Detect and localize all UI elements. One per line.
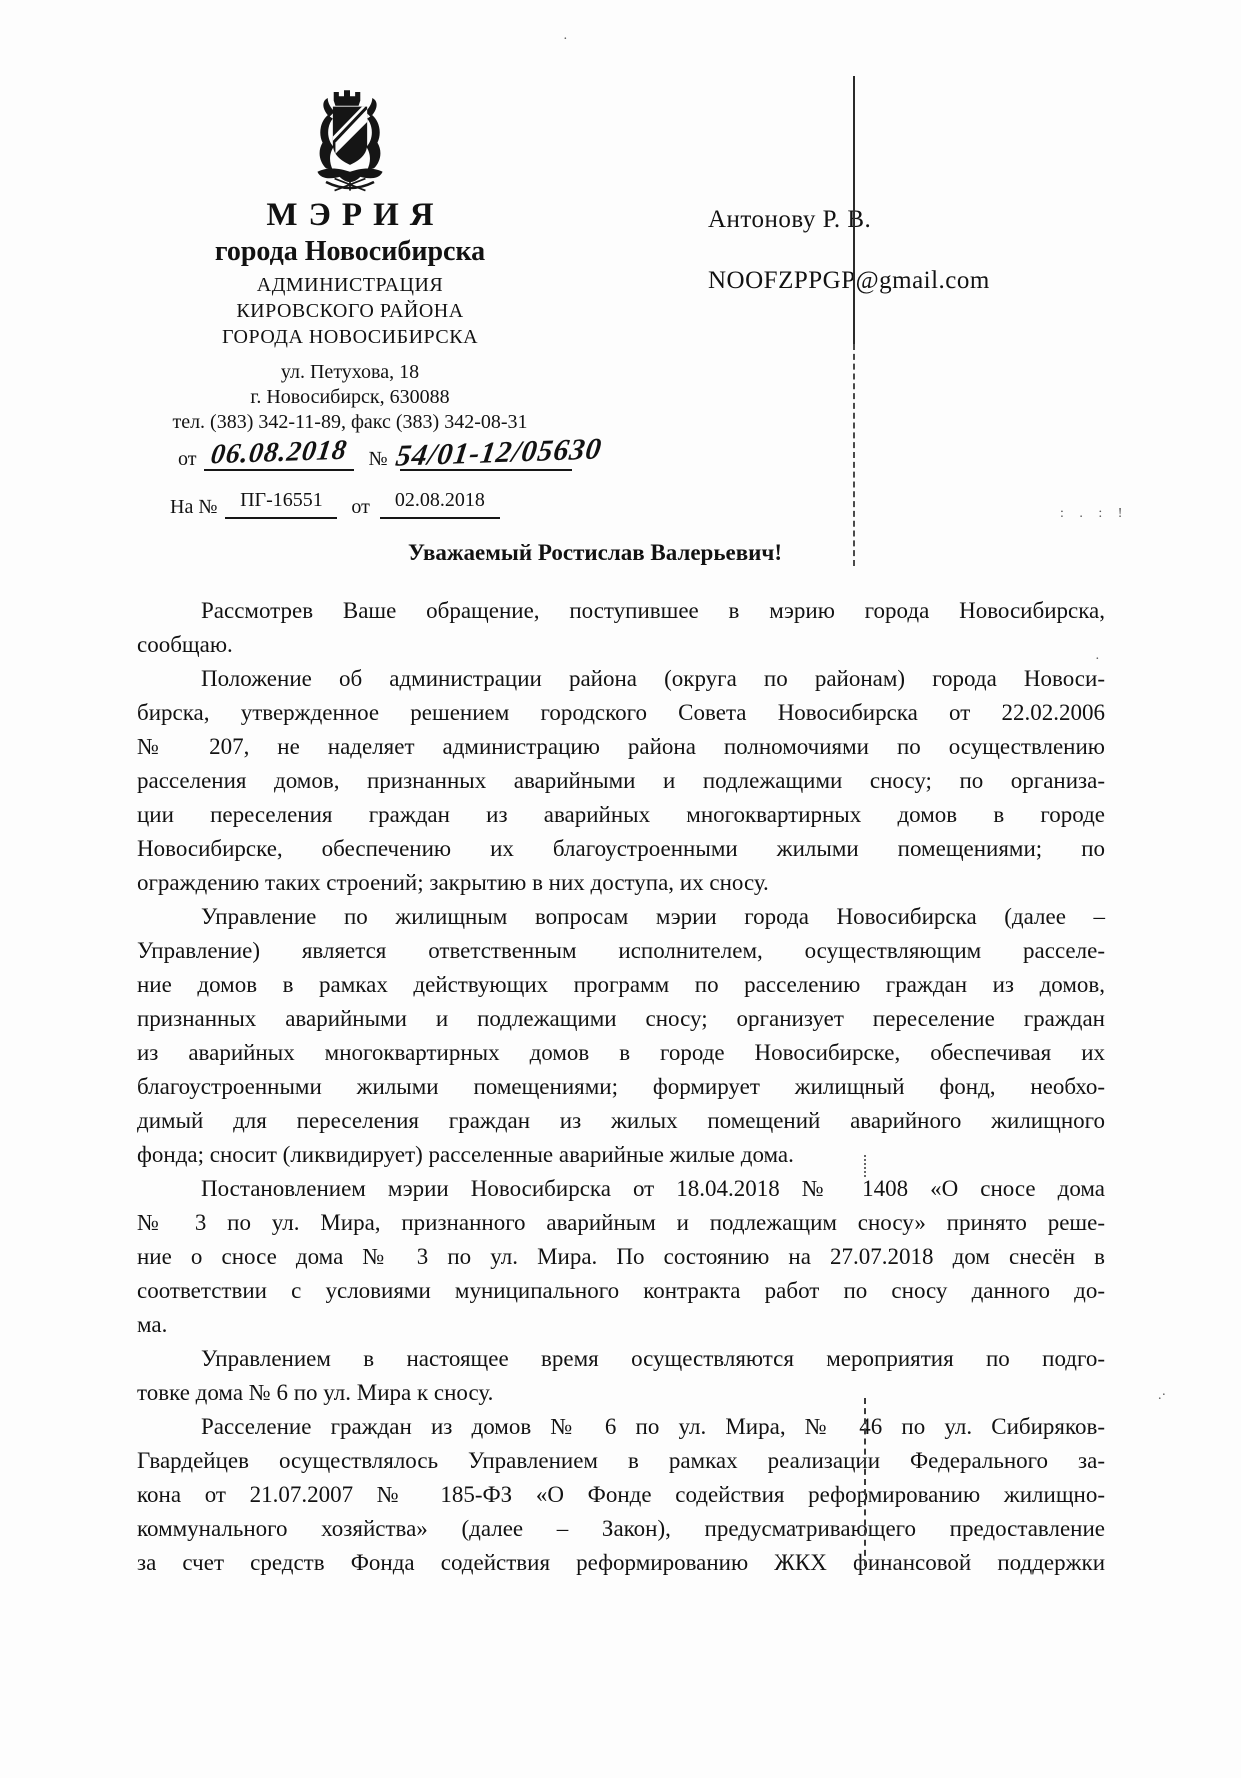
scan-fold-line [853,344,855,566]
body-line: Управление) является ответственным исполнителем, осуществляющим расселе- [137,938,1105,963]
body-line: № 3 по ул. Мира, признанного аварийным и подлежащим сносу» принято реше- [137,1210,1105,1235]
recipient-name: Антонову Р. В. [708,206,872,233]
body-line: Расселение граждан из домов № 6 по ул. Мира, № 46 по ул. Сибиряков- [201,1414,1105,1439]
body-line: Положение об администрации района (округа по районам) города Новоси- [201,666,1105,691]
body-line: расселения домов, признанных аварийными и подлежащими сносу; по организа- [137,768,1105,793]
scan-speck: · [1095,652,1100,667]
body-line: ма. [137,1312,168,1337]
body-line: фонда; сносит (ликвидирует) расселенные аварийные жилые дома. [137,1142,794,1167]
outgoing-from-label: от [178,448,197,470]
reference-from-label: от [351,496,370,518]
reference-date-field [380,487,500,519]
org-name-line4: КИРОВСКОГО РАЙОНА [236,300,464,322]
org-name-line2: города Новосибирска [214,236,486,267]
org-name-line5: ГОРОДА НОВОСИБИРСКА [221,326,479,348]
scan-speck: · [563,32,568,47]
outgoing-date-field [204,434,354,471]
org-name-line1: МЭРИЯ [266,197,445,233]
body-line: бирска, утвержденное решением городского Совета Новосибирска от 22.02.2006 [137,700,1105,725]
outgoing-reference-line [130,432,604,487]
body-line: признанных аварийными и подлежащими сносу; организует переселение граждан [137,1006,1105,1031]
address-phone-fax: тел. (383) 342-11-89, факс (383) 342-08-31 [172,411,528,433]
body-line: ние домов в рамках действующих программ по расселению граждан из домов, [137,972,1105,997]
body-line: Гвардейцев осуществлялось Управлением в рамках реализации Федерального за- [137,1448,1105,1473]
salutation: Уважаемый Ростислав Валерьевич! [407,540,783,565]
reference-label: На № [170,496,218,518]
body-line: кона от 21.07.2007 № 185-ФЗ «О Фонде содействия реформированию жилищно- [137,1482,1105,1507]
address-street: ул. Петухова, 18 [280,361,420,383]
body-line: сообщаю. [137,632,233,657]
reference-number-field [225,487,337,519]
reference-number: ПГ-16551 [240,489,323,511]
body-line: соответствии с условиями муниципального контракта работ по сносу данного до- [137,1278,1105,1303]
body-line: Новосибирске, обеспечению их благоустроенными жилыми помещениями; по [137,836,1105,861]
handwritten-outgoing-date: 06.08.2018 [209,434,350,471]
scan-speck: .· [1158,1388,1167,1403]
recipient-block [708,206,990,295]
org-name-line3: АДМИНИСТРАЦИЯ [256,274,444,296]
emblem-wrap [130,86,570,196]
address-city: г. Новосибирск, 630088 [250,386,450,408]
body-line: ограждению таких строений; закрытию в них доступа, их сносу. [137,870,769,895]
handwritten-outgoing-number: 54/01-12/05630 [393,432,604,473]
reference-date: 02.08.2018 [394,489,485,511]
outgoing-number-label: № [368,448,388,470]
body-line: за счет средств Фонда содействия реформированию ЖКХ финансовой поддержки [137,1550,1105,1575]
body-line: Управление по жилищным вопросам мэрии города Новосибирска (далее – [201,904,1105,929]
body-line: димый для переселения граждан из жилых помещений аварийного жилищного [137,1108,1105,1133]
scan-speck: : . : ! [1060,506,1129,521]
recipient-email: NOOFZPPGP@gmail.com [708,267,990,294]
scan-fold-line [853,76,855,344]
body-line: благоустроенными жилыми помещениями; формирует жилищный фонд, необхо- [137,1074,1105,1099]
body-text [137,594,1105,1580]
incoming-reference-line [130,487,570,519]
body-line: товке дома № 6 по ул. Мира к сносу. [137,1380,494,1405]
scan-fold-line [864,1398,866,1566]
outgoing-number-field [393,432,604,473]
novosibirsk-coat-of-arms-icon [307,86,393,194]
body-line: коммунального хозяйства» (далее – Закон), предусматривающего предоставление [137,1516,1105,1541]
body-line: Управлением в настоящее время осуществляются мероприятия по подго- [201,1346,1105,1371]
body-line: Рассмотрев Ваше обращение, поступившее в мэрию города Новосибирска, [201,598,1105,623]
letterhead [130,86,604,519]
body-line: ции переселения граждан из аварийных многоквартирных домов в городе [137,802,1105,827]
body-line: из аварийных многоквартирных домов в городе Новосибирске, обеспечивая их [137,1040,1105,1065]
body-line: № 207, не наделяет администрацию района полномочиями по осуществлению [137,734,1105,759]
body-line: ние о сносе дома № 3 по ул. Мира. По состоянию на 27.07.2018 дом снесён в [137,1244,1105,1269]
scan-fold-line [864,1155,866,1177]
body-line: Постановлением мэрии Новосибирска от 18.04.2018 № 1408 «О сносе дома [201,1176,1105,1201]
